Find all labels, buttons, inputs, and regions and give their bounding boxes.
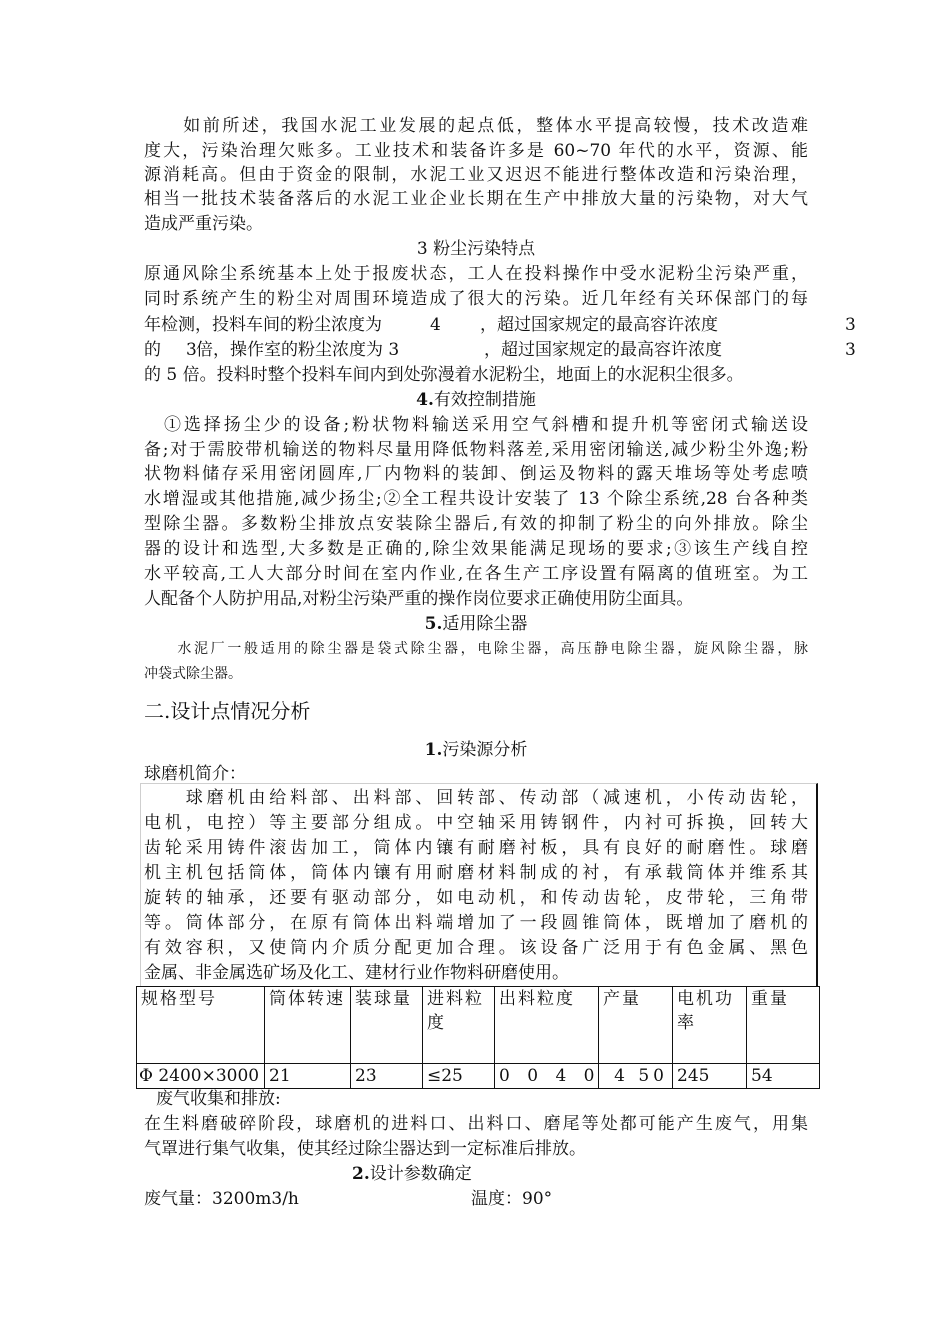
table-header-cell: 进料粒度 bbox=[423, 987, 495, 1064]
gas-volume-param bbox=[144, 1187, 299, 1211]
ball-mill-line: 有效容积，又使筒内介质分配更加合理。该设备广泛用于有色金属、黑色 bbox=[144, 938, 808, 958]
section3-line: 的 5 倍。投料时整个投料车间内到处弥漫着水泥粉尘，地面上的水泥积尘很多。 bbox=[144, 365, 744, 385]
section4-line: 备;对于需胶带机输送的物料尽量用降低物料落差,采用密闭输送,减少粉尘外逸;粉 bbox=[144, 440, 808, 460]
section3-line4-number: 3 bbox=[186, 340, 197, 360]
table-header-cell: 产量 bbox=[599, 987, 673, 1064]
ball-mill-intro-label: 球磨机简介： bbox=[144, 764, 246, 784]
table-header-cell: 重量 bbox=[747, 987, 820, 1064]
section3-line: 原通风除尘系统基本上处于报废状态，工人在投料操作中受水泥粉尘污染严重， bbox=[144, 264, 808, 284]
section5-heading-number: 5. bbox=[424, 614, 443, 634]
table-cell: ≤25 bbox=[423, 1064, 495, 1089]
table-header-cell: 装球量 bbox=[351, 987, 423, 1064]
table-header-cell: 电机功率 bbox=[673, 987, 747, 1064]
exhaust-line: 在生料磨破碎阶段，球磨机的进料口、出料口、磨尾等处都可能产生废气，用集 bbox=[144, 1114, 808, 1134]
part2-sub1-text: 污染源分析 bbox=[442, 740, 528, 760]
table-cell: 21 bbox=[265, 1064, 351, 1089]
section3-line4-prefix: 的 bbox=[144, 340, 161, 360]
part2-heading: 二.设计点情况分析 bbox=[144, 699, 311, 723]
section4-heading-text: 有效控制措施 bbox=[433, 390, 536, 410]
section3-line3-end: 3 bbox=[845, 315, 856, 335]
table-cell: 23 bbox=[351, 1064, 423, 1089]
section5-line: 冲袋式除尘器。 bbox=[144, 666, 242, 682]
temperature-label: 温度： bbox=[471, 1189, 522, 1209]
ball-mill-line: 金属、非金属选矿场及化工、建材行业作物料研磨使用。 bbox=[144, 963, 569, 983]
temperature-value: 90° bbox=[522, 1189, 553, 1209]
intro-line: 如前所述，我国水泥工业发展的起点低，整体水平提高较慢，技术改造难 bbox=[144, 116, 808, 136]
gas-volume-value: 3200m3/h bbox=[212, 1189, 299, 1209]
section3-heading: 3 粉尘污染特点 bbox=[416, 239, 536, 259]
table-header-cell: 筒体转速 bbox=[265, 987, 351, 1064]
part2-sub2-heading bbox=[352, 1162, 472, 1186]
section4-line: 状物料储存采用密闭圆库,厂内物料的装卸、倒运及物料的露天堆场等处考虑喷 bbox=[144, 464, 808, 484]
section3-line3-prefix: 年检测，投料车间的粉尘浓度为 bbox=[144, 315, 382, 335]
ball-mill-line: 球磨机由给料部、出料部、回转部、传动部（减速机，小传动齿轮， bbox=[144, 788, 808, 808]
ball-mill-line: 旋转的轴承，还要有驱动部分，如电动机，和传动齿轮，皮带轮，三角带 bbox=[144, 888, 808, 908]
gas-volume-label: 废气量： bbox=[144, 1189, 212, 1209]
exhaust-line: 气罩进行集气收集，使其经过除尘器达到一定标准后排放。 bbox=[144, 1139, 586, 1159]
table-cell: 54 bbox=[747, 1064, 820, 1089]
table-cell: 245 bbox=[673, 1064, 747, 1089]
intro-line: 度大，污染治理欠账多。工业技术和装备许多是 60~70 年代的水平，资源、能 bbox=[144, 141, 808, 161]
part2-sub1-heading bbox=[144, 738, 808, 762]
table-cell: 0 0 4 0 bbox=[495, 1064, 599, 1089]
section3-line3-number: 4 bbox=[430, 315, 441, 335]
section4-line: 水增湿或其他措施,减少扬尘;②全工程共设计安装了 13 个除尘系统,28 台各种类 bbox=[144, 489, 808, 509]
table-cell: 4 50 bbox=[599, 1064, 673, 1089]
intro-line: 相当一批技术装备落后的水泥工业企业长期在生产中排放大量的污染物，对大气 bbox=[144, 189, 808, 209]
section3-line3-suffix: ，超过国家规定的最高容许浓度 bbox=[480, 315, 718, 335]
ball-mill-spec-table bbox=[136, 986, 820, 1089]
temperature-param bbox=[471, 1187, 552, 1211]
section4-line: 型除尘器。多数粉尘排放点安装除尘器后,有效的抑制了粉尘的向外排放。除尘 bbox=[144, 514, 808, 534]
section4-heading-number: 4. bbox=[416, 390, 434, 410]
exhaust-label-text: 废气收集和排放: bbox=[156, 1089, 281, 1109]
part2-sub2-text: 设计参数确定 bbox=[369, 1164, 472, 1184]
section3-line4-mid: 倍，操作室的粉尘浓度为 3 bbox=[196, 340, 400, 360]
ball-mill-line: 等。筒体部分，在原有筒体出料端增加了一段圆锥筒体，既增加了磨机的 bbox=[144, 913, 808, 933]
part2-sub1-number: 1. bbox=[424, 740, 443, 760]
section3-line: 同时系统产生的粉尘对周围环境造成了很大的污染。近几年经有关环保部门的每 bbox=[144, 289, 808, 309]
ball-mill-line: 机主机包括筒体，筒体内镶有用耐磨材料制成的衬，有承载筒体并维系其 bbox=[144, 863, 808, 883]
section5-line: 水泥厂一般适用的除尘器是袋式除尘器，电除尘器，高压静电除尘器，旋风除尘器，脉 bbox=[144, 641, 808, 657]
section5-heading-text: 适用除尘器 bbox=[442, 614, 528, 634]
section3-line4-suffix: ，超过国家规定的最高容许浓度 bbox=[484, 340, 722, 360]
table-cell: Φ 2400×3000 bbox=[137, 1064, 265, 1089]
section4-line: ①选择扬尘少的设备;粉状物料输送采用空气斜槽和提升机等密闭式输送设 bbox=[144, 415, 808, 435]
table-header-row bbox=[137, 987, 820, 1064]
section4-line: 人配备个人防护用品,对粉尘污染严重的操作岗位要求正确使用防尘面具。 bbox=[144, 589, 694, 609]
ball-mill-line: 电机，电控）等主要部分组成。中空轴采用铸钢件，内衬可拆换，回转大 bbox=[144, 813, 808, 833]
table-header-cell: 规格型号 bbox=[137, 987, 265, 1064]
intro-line: 造成严重污染。 bbox=[144, 214, 263, 234]
part2-sub2-number: 2. bbox=[352, 1164, 370, 1184]
section4-line: 器的设计和选型,大多数是正确的,除尘效果能满足现场的要求;③该生产线自控 bbox=[144, 539, 808, 559]
exhaust-label bbox=[144, 1087, 808, 1111]
table-row bbox=[137, 1064, 820, 1089]
section3-line4-end: 3 bbox=[845, 340, 856, 360]
ball-mill-line: 齿轮采用铸件滚齿加工，筒体内镶有耐磨衬板，具有良好的耐磨性。球磨 bbox=[144, 838, 808, 858]
intro-line: 源消耗高。但由于资金的限制，水泥工业又迟迟不能进行整体改造和污染治理， bbox=[144, 165, 808, 185]
section4-line: 水平较高,工人大部分时间在室内作业,在各生产工序设置有隔离的值班室。为工 bbox=[144, 564, 808, 584]
section4-heading bbox=[144, 388, 808, 412]
table-header-cell: 出料粒度 bbox=[495, 987, 599, 1064]
section5-heading bbox=[144, 612, 808, 636]
